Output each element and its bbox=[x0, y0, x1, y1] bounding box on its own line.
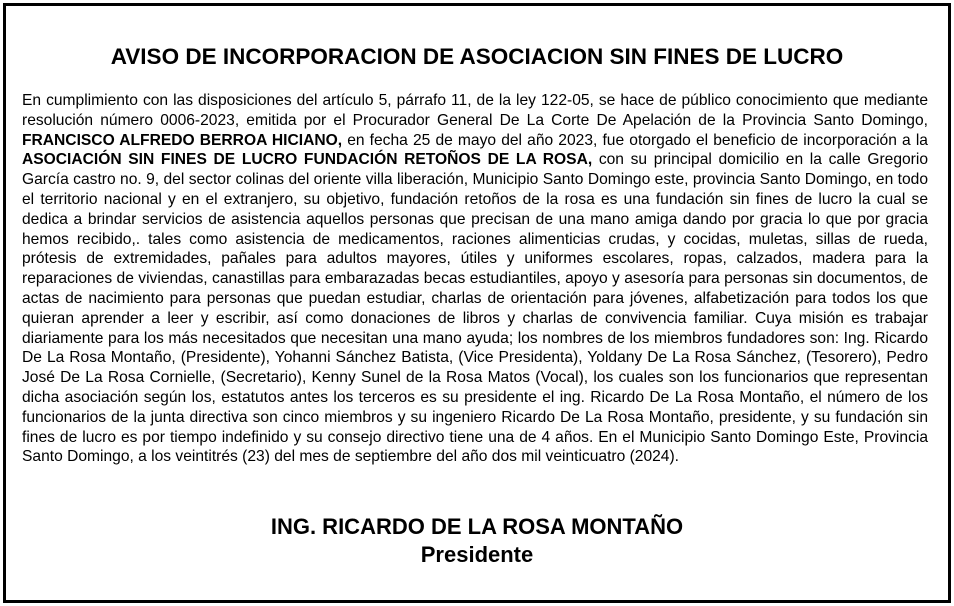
notice-title: AVISO DE INCORPORACION DE ASOCIACION SIN FINES DE LUCRO bbox=[110, 44, 844, 69]
body-text-part-1: En cumplimiento con las disposiciones del artículo 5, párrafo 11, de la ley 122-05, se hace de público conocimiento que mediante resolución número 0006-2023, emitida por el Procurador General De La Corte De Apelación de la Provincia Santo Domingo, bbox=[22, 92, 928, 129]
signatory-name: ING. RICARDO DE LA ROSA MONTAÑO bbox=[270, 514, 684, 539]
body-text-part-2: en fecha 25 de mayo del año 2023, fue otorgado el beneficio de incorporación a la bbox=[342, 131, 928, 149]
body-text-part-3: con su principal domicilio en la calle Gregorio García castro no. 9, del sector colinas del oriente villa liberación, Municipio Santo Domingo este, provincia Santo Domingo, en todo el territorio nacional y en el extranjero, su objetivo, fundación retoños de la rosa es una fundación sin fines de lucro la cual se dedica a brindar servicios de asistencia aquellos personas que precisan de una mano amiga dando por gracia lo que por gracia hemos recibido,. tales como asistencia de medicamentos, raciones alimenticias crudas, y cocidas, muletas, sillas de rueda, prótesis de extremidades, pañales para adultos mayores, útiles y uniformes escolares, ropas, calzados, madera para la reparaciones de viviendas, canastillas para embarazadas becas estudiantiles, apoyo y asesoría para personas sin documentos, de actas de nacimiento para personas que puedan estudiar, charlas de orientación para jóvenes, alfabetización para todos los que quieran aprender a leer y escribir, así como donaciones de libros y charlas de convivencia familiar. Cuya misión es trabajar diariamente para los más necesitados que necesitan una mano ayuda; los nombres de los miembros fundadores son: Ing. Ricardo De La Rosa Montaño, (Presidente), Yohanni Sánchez Batista, (Vice Presidenta), Yoldany De La Rosa Sánchez, (Tesorero), Pedro José De La Rosa Cornielle, (Secretario), Kenny Sunel de la Rosa Matos (Vocal), los cuales son los funcionarios que representan dicha asociación según los, estatutos antes los terceros es su presidente el ing. Ricardo De La Rosa Montaño, el número de los funcionarios de la junta directiva son cinco miembros y su ingeniero Ricardo De La Rosa Montaño, presidente, y su fundación sin fines de lucro es por tiempo indefinido y su consejo directivo tiene una de 4 años. En el Municipio Santo Domingo Este, Provincia Santo Domingo, a los veintitrés (23) del mes de septiembre del año dos mil veinticuatro (2024). bbox=[22, 151, 928, 466]
notice-body bbox=[22, 91, 928, 467]
association-name: ASOCIACIÓN SIN FINES DE LUCRO FUNDACIÓN RETOÑOS DE LA ROSA, bbox=[22, 151, 593, 169]
notice-frame bbox=[3, 3, 951, 603]
signatory-role: Presidente bbox=[420, 542, 534, 567]
procurador-name: FRANCISCO ALFREDO BERROA HICIANO, bbox=[22, 131, 343, 149]
